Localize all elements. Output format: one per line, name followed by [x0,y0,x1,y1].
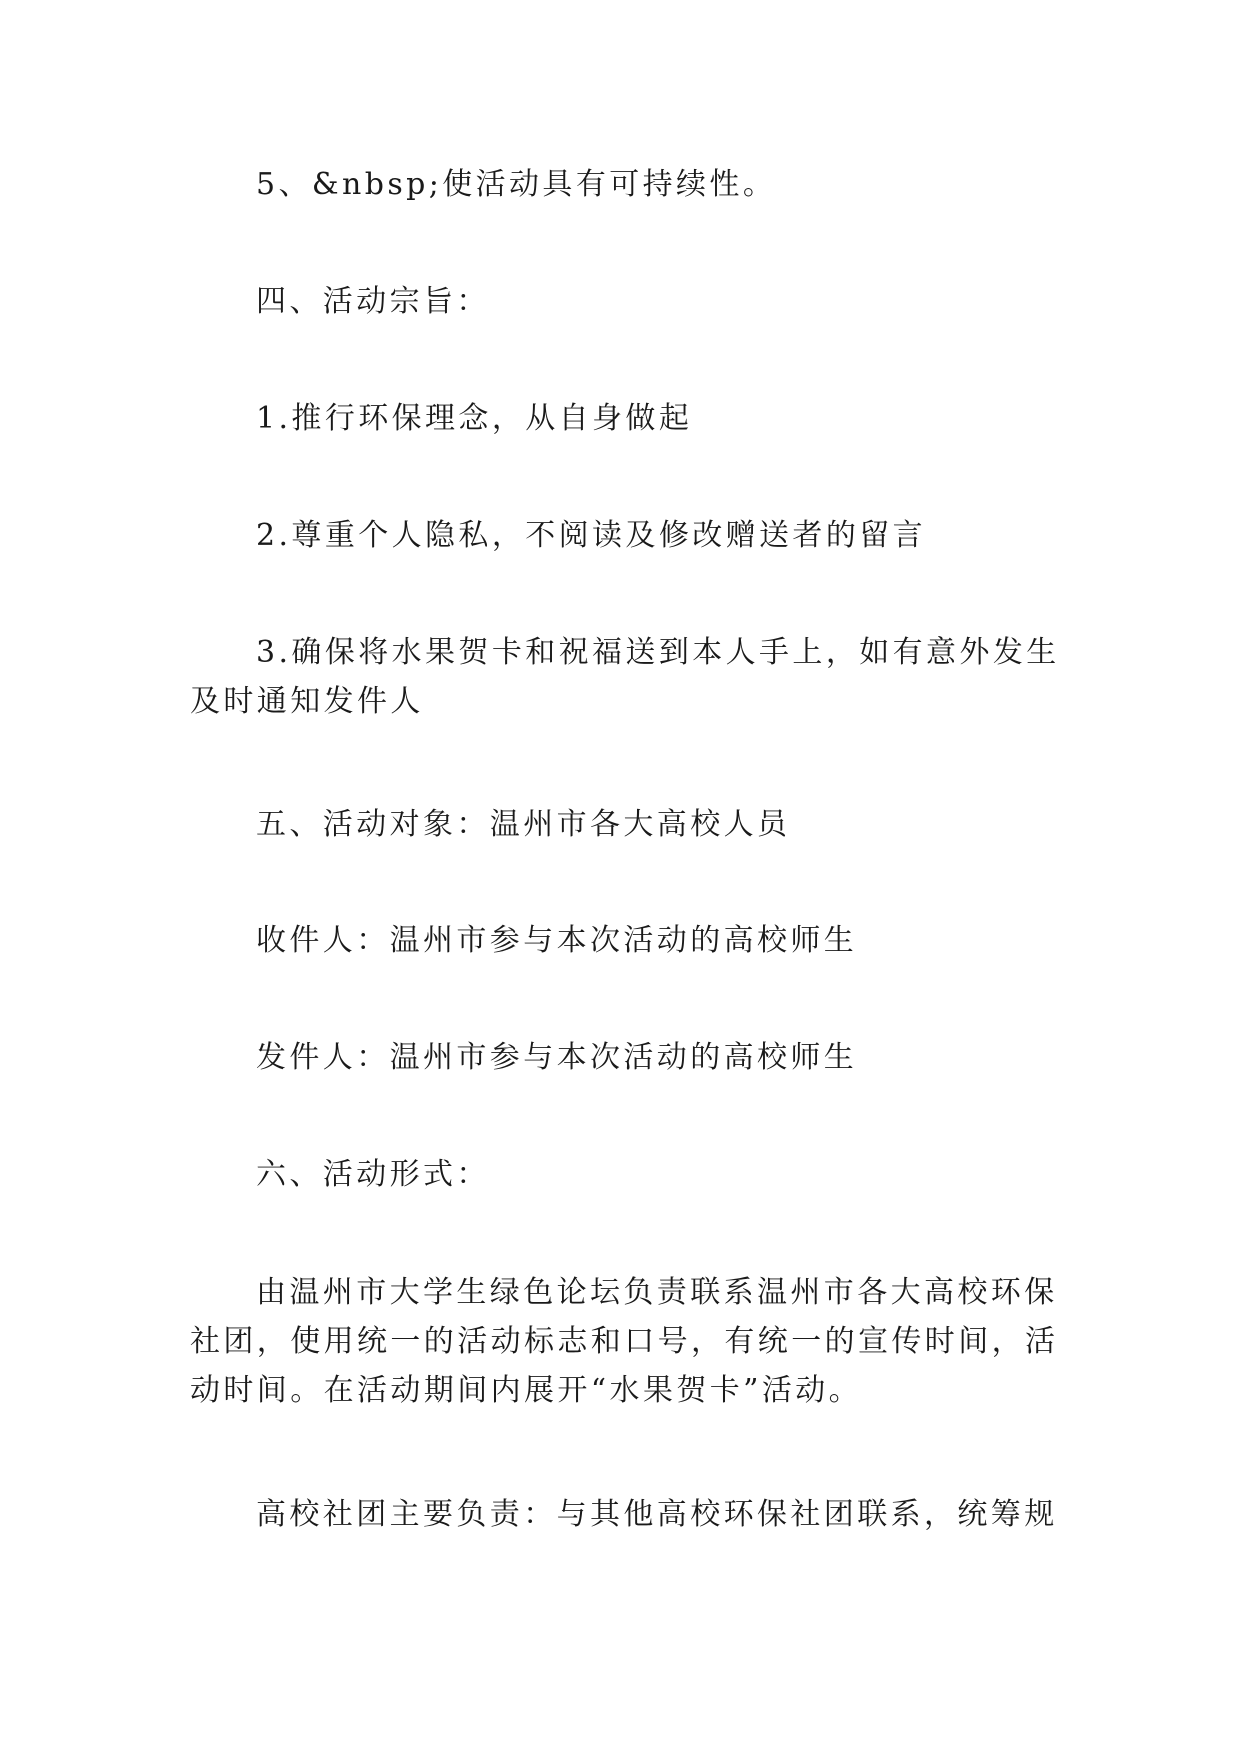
heading-activity-purpose: 四、活动宗旨： [256,284,490,319]
heading-activity-form: 六、活动形式： [256,1157,490,1192]
purpose-item-2: 2.尊重个人隐私，不阅读及修改赠送者的留言 [256,518,927,553]
heading-activity-target: 五、活动对象：温州市各大高校人员 [256,807,791,842]
paragraph-recipient: 收件人：温州市参与本次活动的高校师生 [256,923,858,958]
paragraph-sustainability: 5、&nbsp;使活动具有可持续性。 [256,167,777,202]
paragraph-sender: 发件人：温州市参与本次活动的高校师生 [256,1040,858,1075]
paragraph-club-responsibilities: 高校社团主要负责：与其他高校环保社团联系，统筹规 [256,1497,1058,1532]
purpose-item-1: 1.推行环保理念，从自身做起 [256,401,693,436]
paragraph-activity-form: 由温州市大学生绿色论坛负责联系温州市各大高校环保社团，使用统一的活动标志和口号，有统一的宣传时间，活动时间。在活动期间内展开“水果贺卡”活动。 [190,1275,1059,1408]
purpose-item-3: 3.确保将水果贺卡和祝福送到本人手上，如有意外发生及时通知发件人 [190,635,1060,719]
